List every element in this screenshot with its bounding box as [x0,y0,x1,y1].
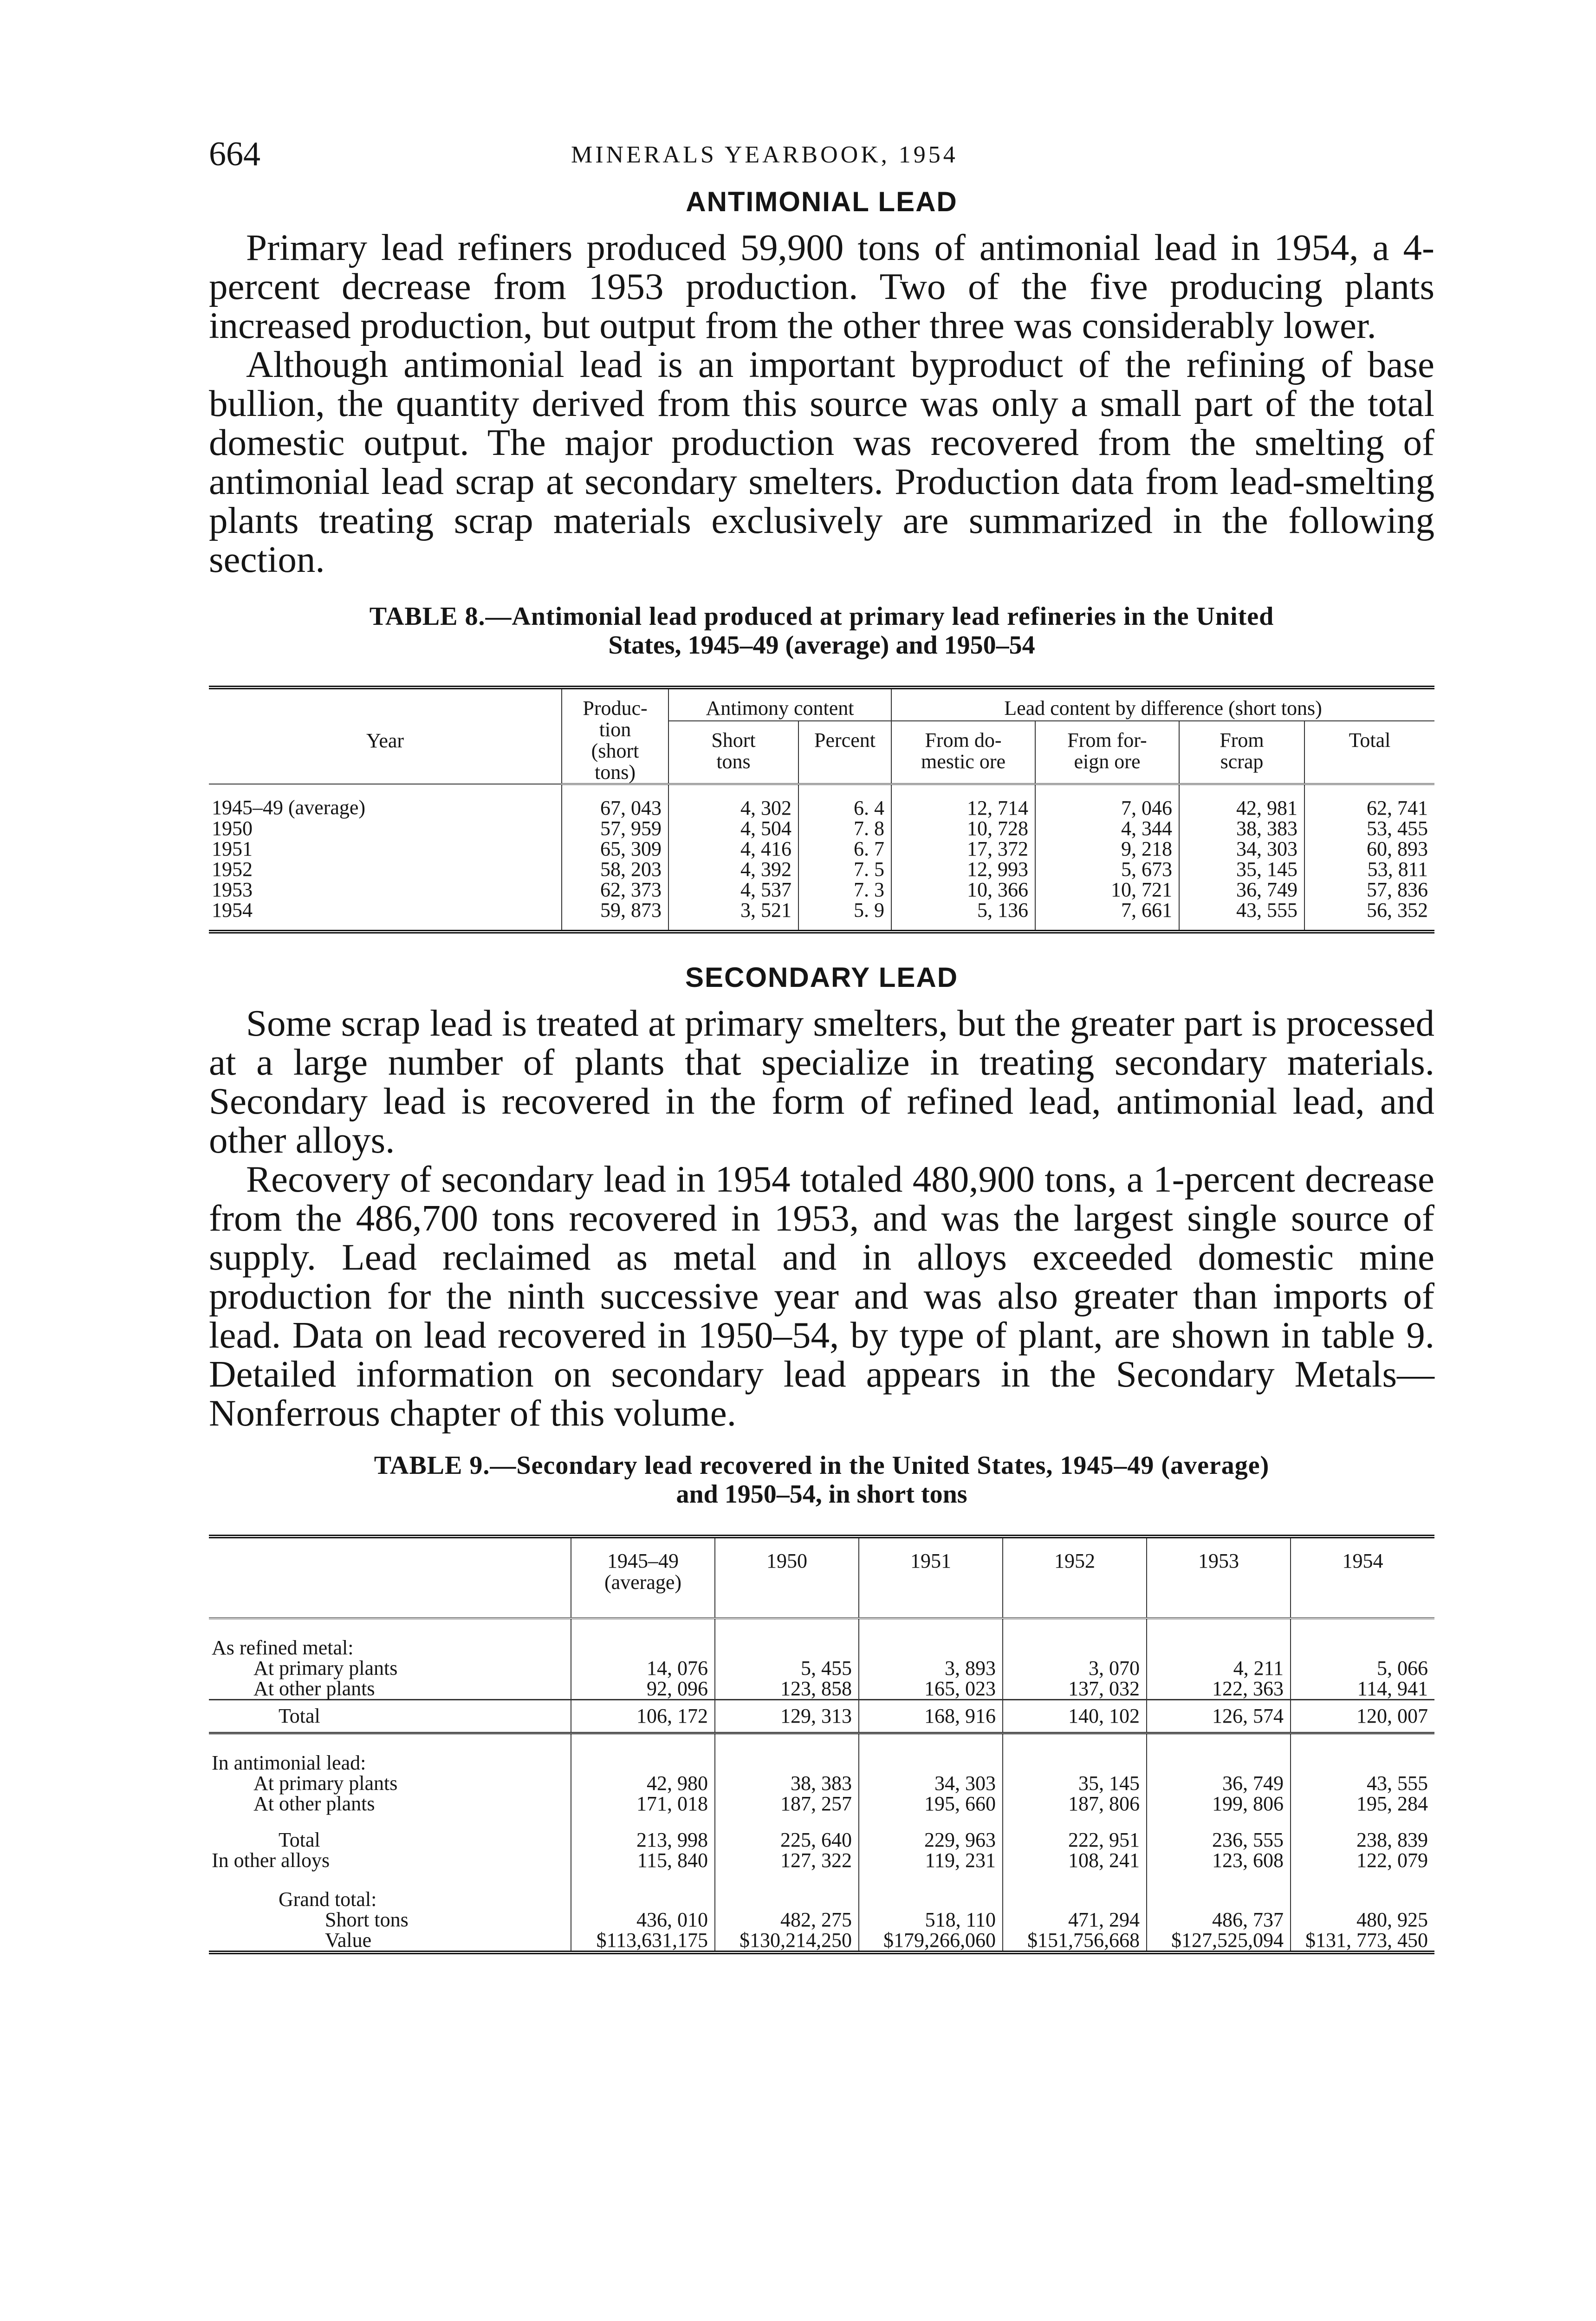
table-9-caption [209,1451,1434,1509]
row-label: At other plants [253,1677,375,1700]
cell-foreign: 4, 344 [1035,818,1179,839]
table-cell: 119, 231 [859,1850,1003,1871]
row-label: Short tons [325,1908,409,1931]
table-cell [859,1733,1003,1774]
cell-sb-pct: 6. 4 [798,784,891,818]
cell-total: 56, 352 [1304,900,1434,932]
table-cell [571,1733,715,1774]
table-cell: 195, 660 [859,1794,1003,1814]
cell-domestic: 5, 136 [891,900,1035,932]
cell-sb-tons: 4, 302 [668,784,798,818]
table-row [209,1733,1434,1774]
table-cell: 92, 096 [571,1679,715,1700]
table-8-caption-line1: TABLE 8.—Antimonial lead produced at primary lead refineries in the United [369,602,1274,631]
page-number: 664 [209,135,260,173]
col-foreign-ore: From for- eign ore [1035,721,1179,784]
table-cell: 236, 555 [1147,1830,1291,1850]
row-year: 1945–49 (average) [212,796,366,819]
table-row [209,1930,1434,1952]
table-8-caption [209,602,1434,660]
col-year: 1953 [1147,1537,1291,1618]
row-label [209,1814,571,1830]
table-cell: 126, 574 [1147,1700,1291,1733]
table-cell [1003,1618,1147,1658]
table-cell [859,1814,1003,1830]
table-cell: 195, 284 [1291,1794,1434,1814]
row-label: Total [279,1828,320,1851]
table-cell [571,1618,715,1658]
cell-sb-pct: 5. 9 [798,900,891,932]
cell-scrap: 36, 749 [1179,880,1304,900]
table-cell [715,1733,859,1774]
table-cell: 187, 806 [1003,1794,1147,1814]
col-year: 1945–49 (average) [571,1537,715,1618]
table-cell: 137, 032 [1003,1679,1147,1700]
table-row [209,880,1434,900]
table-cell: 213, 998 [571,1830,715,1850]
cell-sb-pct: 7. 8 [798,818,891,839]
cell-total: 57, 836 [1304,880,1434,900]
table-cell [715,1618,859,1658]
table-cell: 35, 145 [1003,1773,1147,1794]
cell-production: 57, 959 [562,818,668,839]
cell-domestic: 10, 366 [891,880,1035,900]
table-row [209,818,1434,839]
row-label: In antimonial lead: [212,1751,366,1774]
table-cell [1003,1871,1147,1910]
col-percent: Percent [798,721,891,784]
table-cell: $179,266,060 [859,1930,1003,1952]
table-cell: 480, 925 [1291,1910,1434,1930]
table-cell: 122, 363 [1147,1679,1291,1700]
cell-sb-pct: 6. 7 [798,839,891,859]
table-row [209,1618,1434,1658]
cell-production: 62, 373 [562,880,668,900]
cell-scrap: 35, 145 [1179,859,1304,880]
table-cell: 165, 023 [859,1679,1003,1700]
table-9-caption-line2: and 1950–54, in short tons [676,1480,967,1509]
table-9 [209,1535,1434,1954]
table-cell [1003,1733,1147,1774]
table-cell: 38, 383 [715,1773,859,1794]
table-cell: 436, 010 [571,1910,715,1930]
paragraph: Although antimonial lead is an important byproduct of the refining of base bullion, the quantity derived from this source was only a small part of the total domestic output. The major production was recovered from the smelting of antimonial lead scrap at secondary smelters. Production data from lead-smelting plants treating scrap materials exclusively are summarized in the following section. [209,344,1434,580]
table-cell: 140, 102 [1003,1700,1147,1733]
table-8 [209,686,1434,934]
table-cell: 222, 951 [1003,1830,1147,1850]
cell-sb-tons: 4, 416 [668,839,798,859]
cell-production: 67, 043 [562,784,668,818]
table-cell: 122, 079 [1291,1850,1434,1871]
cell-sb-tons: 4, 504 [668,818,798,839]
table-cell: 14, 076 [571,1658,715,1679]
row-label: In other alloys [212,1849,330,1872]
table-cell: 238, 839 [1291,1830,1434,1850]
table-cell: 34, 303 [859,1773,1003,1794]
table-cell: 482, 275 [715,1910,859,1930]
table-cell: 168, 916 [859,1700,1003,1733]
row-label: Total [209,1700,571,1733]
table-cell [571,1871,715,1910]
table-cell: 106, 172 [571,1700,715,1733]
table-cell [571,1814,715,1830]
row-year: 1952 [212,858,253,881]
table-cell: 5, 066 [1291,1658,1434,1679]
table-row [209,900,1434,932]
table-cell: 36, 749 [1147,1773,1291,1794]
table-cell: 114, 941 [1291,1679,1434,1700]
table-cell: 108, 241 [1003,1850,1147,1871]
cell-domestic: 12, 993 [891,859,1035,880]
cell-foreign: 7, 046 [1035,784,1179,818]
row-year: 1951 [212,837,253,860]
col-short-tons: Short tons [668,721,798,784]
table-cell: 127, 322 [715,1850,859,1871]
cell-foreign: 10, 721 [1035,880,1179,900]
table-cell [715,1814,859,1830]
table-cell [1291,1871,1434,1910]
table-row [209,1679,1434,1700]
cell-foreign: 9, 218 [1035,839,1179,859]
cell-scrap: 34, 303 [1179,839,1304,859]
col-year: 1951 [859,1537,1003,1618]
cell-sb-tons: 4, 537 [668,880,798,900]
table-cell [1291,1814,1434,1830]
cell-sb-tons: 3, 521 [668,900,798,932]
table-8-caption-line2: States, 1945–49 (average) and 1950–54 [608,631,1035,660]
table-cell: 199, 806 [1147,1794,1291,1814]
row-label: At primary plants [253,1657,398,1679]
cell-production: 65, 309 [562,839,668,859]
table-cell: 129, 313 [715,1700,859,1733]
row-label: Grand total: [279,1888,377,1911]
table-row [209,1814,1434,1830]
table-cell [1147,1733,1291,1774]
paragraph: Recovery of secondary lead in 1954 totaled 480,900 tons, a 1-percent decrease from the 486,700 tons recovered in 1953, and was the largest single source of supply. Lead reclaimed as metal and in alloys exceeded domestic mine production for the ninth successive year and was also greater than imports of lead. Data on lead recovered in 1950–54, by type of plant, are shown in table 9. Detailed information on secondary lead appears in the Secondary Metals—Nonferrous chapter of this volume. [209,1158,1434,1434]
table-cell [1147,1814,1291,1830]
table-cell: 120, 007 [1291,1700,1434,1733]
cell-scrap: 42, 981 [1179,784,1304,818]
table-cell: 171, 018 [571,1794,715,1814]
row-label: As refined metal: [212,1636,354,1659]
document-page [209,135,1434,1954]
cell-foreign: 7, 661 [1035,900,1179,932]
cell-scrap: 43, 555 [1179,900,1304,932]
table-row [209,1794,1434,1814]
cell-total: 53, 811 [1304,859,1434,880]
table-cell [1291,1618,1434,1658]
cell-sb-tons: 4, 392 [668,859,798,880]
col-group-antimony: Antimony content [668,687,891,721]
col-domestic-ore: From do- mestic ore [891,721,1035,784]
col-group-lead: Lead content by difference (short tons) [891,687,1434,721]
cell-total: 53, 455 [1304,818,1434,839]
running-head [209,135,1434,186]
col-year: 1954 [1291,1537,1434,1618]
table-cell [1147,1618,1291,1658]
cell-production: 58, 203 [562,859,668,880]
table-cell: $151,756,668 [1003,1930,1147,1952]
table-cell: 42, 980 [571,1773,715,1794]
table-row [209,1773,1434,1794]
table-cell: 123, 608 [1147,1850,1291,1871]
cell-total: 62, 741 [1304,784,1434,818]
row-year: 1953 [212,878,253,901]
table-cell: $130,214,250 [715,1930,859,1952]
running-title: MINERALS YEARBOOK, 1954 [571,142,958,168]
cell-production: 59, 873 [562,900,668,932]
cell-domestic: 17, 372 [891,839,1035,859]
table-cell [859,1618,1003,1658]
row-label: Value [325,1929,372,1951]
table-cell: 229, 963 [859,1830,1003,1850]
table-9-caption-line1: TABLE 9.—Secondary lead recovered in the United States, 1945–49 (average) [374,1451,1270,1480]
table-cell [715,1871,859,1910]
col-year: 1952 [1003,1537,1147,1618]
table-cell: $113,631,175 [571,1930,715,1952]
cell-scrap: 38, 383 [1179,818,1304,839]
table-row [209,1830,1434,1850]
row-year: 1954 [212,899,253,921]
table-cell: 3, 893 [859,1658,1003,1679]
table-row [209,1910,1434,1930]
table-cell: 123, 858 [715,1679,859,1700]
col-label [209,1537,571,1618]
row-label: At primary plants [253,1772,398,1795]
cell-foreign: 5, 673 [1035,859,1179,880]
cell-sb-pct: 7. 5 [798,859,891,880]
table-cell: 518, 110 [859,1910,1003,1930]
row-year: 1950 [212,817,253,840]
cell-sb-pct: 7. 3 [798,880,891,900]
table-cell: $127,525,094 [1147,1930,1291,1952]
table-cell: 115, 840 [571,1850,715,1871]
table-row [209,1658,1434,1679]
table-cell: 3, 070 [1003,1658,1147,1679]
table-row [209,859,1434,880]
table-row [209,784,1434,818]
table-row [209,1871,1434,1910]
paragraph: Some scrap lead is treated at primary smelters, but the greater part is processed at a large number of plants that specialize in treating secondary materials. Secondary lead is recovered in the form of refined lead, antimonial lead, and other alloys. [209,1002,1434,1161]
table-cell [1147,1871,1291,1910]
table-row [209,1700,1434,1733]
section-heading-secondary-lead: SECONDARY LEAD [685,962,959,993]
cell-domestic: 10, 728 [891,818,1035,839]
cell-domestic: 12, 714 [891,784,1035,818]
table-cell: 225, 640 [715,1830,859,1850]
table-cell: 471, 294 [1003,1910,1147,1930]
table-cell [859,1871,1003,1910]
table-cell: 4, 211 [1147,1658,1291,1679]
table-cell [1291,1733,1434,1774]
col-scrap: From scrap [1179,721,1304,784]
table-cell: $131, 773, 450 [1291,1930,1434,1952]
table-cell [1003,1814,1147,1830]
cell-total: 60, 893 [1304,839,1434,859]
col-year: 1950 [715,1537,859,1618]
section-heading-antimonial-lead: ANTIMONIAL LEAD [686,186,958,217]
table-cell: 187, 257 [715,1794,859,1814]
table-row [209,839,1434,859]
table-cell: 5, 455 [715,1658,859,1679]
col-year: Year [209,687,562,784]
paragraph: Primary lead refiners produced 59,900 tons of antimonial lead in 1954, a 4-percent decrease from 1953 production. Two of the five producing plants increased production, but output from the other three was considerably lower. [209,227,1434,346]
col-production: Produc- tion (short tons) [562,687,668,784]
row-label: At other plants [253,1792,375,1815]
col-total: Total [1304,721,1434,784]
table-cell: 43, 555 [1291,1773,1434,1794]
table-cell: 486, 737 [1147,1910,1291,1930]
table-row [209,1850,1434,1871]
